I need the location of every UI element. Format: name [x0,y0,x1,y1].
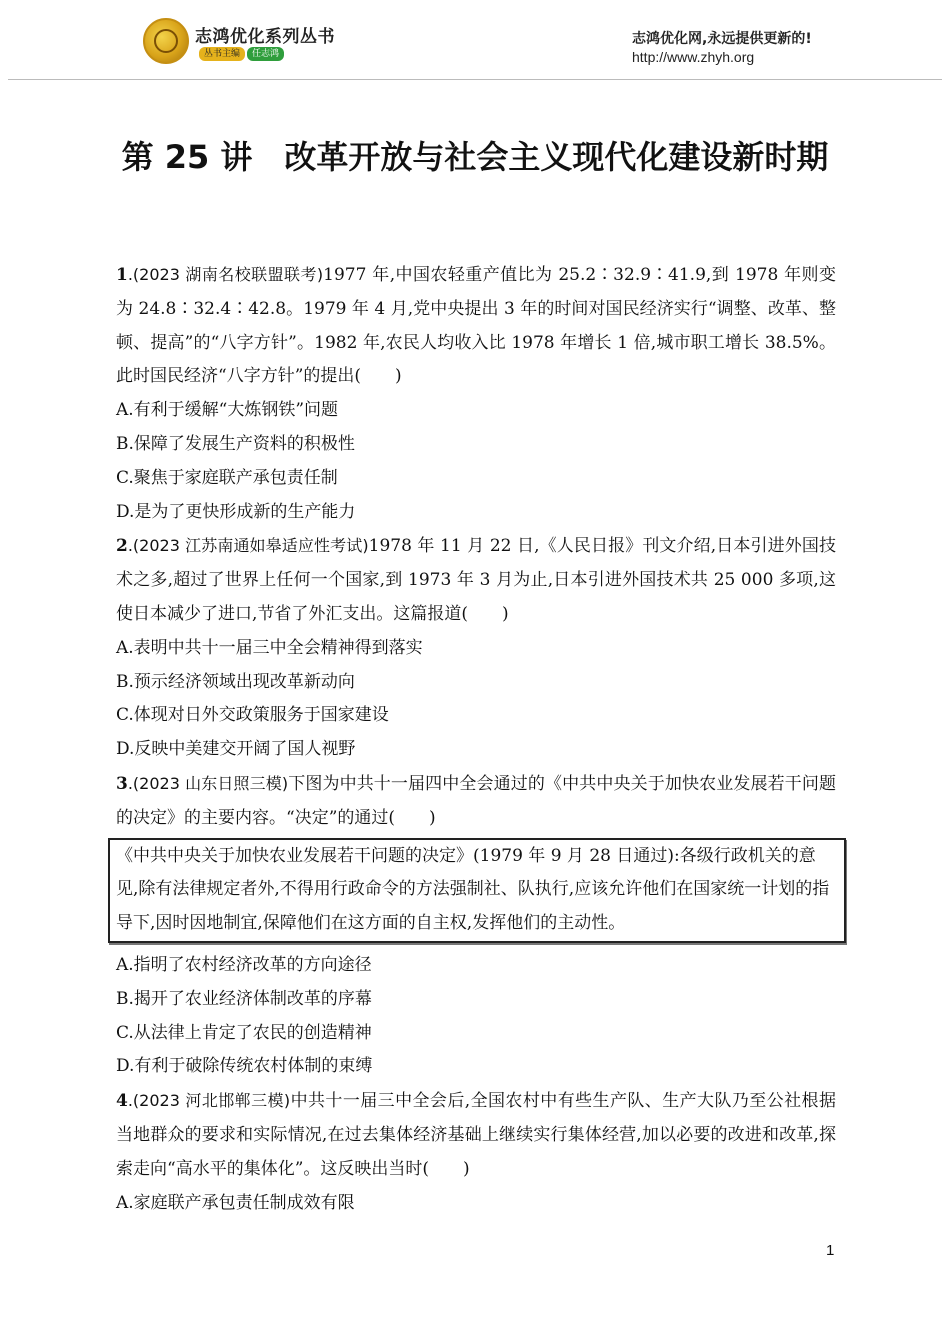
header-divider [8,79,942,80]
question-number: 3 [116,773,128,794]
series-title: 志鸿优化系列丛书 [195,27,335,47]
question-text: 1978 年 11 月 22 日,《人民日报》刊文介绍,日本引进外国技术之多,超过了世界上任何一个国家,到 1973 年 3 月为止,日本引进外国技术共 25 000 多项,这使日本减少了进口,节省了外汇支出。这篇报道( ) [116,536,836,624]
option-d[interactable]: D.反映中美建交开阔了国人视野 [116,739,356,760]
question-stem [116,1084,836,1186]
question-text: 中共十一届三中全会后,全国农村中有些生产队、生产大队乃至公社根据当地群众的要求和实际情况,在过去集体经济基础上继续实行集体经营,加以必要的改进和改革,探索走向“高水平的集体化”。这反映出当时( ) [116,1091,836,1179]
option-d[interactable]: D.有利于破除传统农村体制的束缚 [116,1056,373,1077]
option-c[interactable]: C.聚焦于家庭联产承包责任制 [116,467,338,488]
editor-label-badge: 丛书主编 [199,47,245,61]
question-number: 1 [116,265,128,285]
option-a[interactable]: A.有利于缓解“大炼钢铁”问题 [116,400,339,421]
lesson-title: 第 25 讲 改革开放与社会主义现代化建设新时期 [121,138,829,176]
question-stem [116,767,836,836]
question-source: .(2023 江苏南通如皋适应性考试) [127,536,369,556]
option-b[interactable]: B.预示经济领域出现改革新动向 [116,671,355,692]
question-3 [116,767,836,1084]
question-stem [116,529,836,631]
editor-badges [199,47,284,61]
option-d[interactable]: D.是为了更快形成新的生产能力 [116,501,356,522]
editor-name-badge: 任志鸿 [247,47,284,61]
quoted-document-box: 《中共中央关于加快农业发展若干问题的决定》(1979 年 9 月 28 日通过):各级行政机关的意见,除有法律规定者外,不得用行政命令的方法强制社、队执行,应该允许他们在国家统一计划的指导下,因时因地制宜,保障他们在这方面的自主权,发挥他们的主动性。 [108,838,846,943]
header-right [632,28,832,65]
question-number: 2 [116,536,128,557]
question-source: .(2023 湖南名校联盟联考) [127,265,324,284]
page-number: 1 [826,1242,835,1259]
option-a[interactable]: A.指明了农村经济改革的方向途径 [116,954,372,975]
question-text: 下图为中共十一届四中全会通过的《中共中央关于加快农业发展若干问题的决定》的主要内容。“决定”的通过( ) [116,773,836,828]
question-4 [116,1084,836,1220]
question-1 [116,258,836,529]
series-logo [143,18,333,66]
option-a[interactable]: A.家庭联产承包责任制成效有限 [116,1192,355,1213]
question-list [116,258,836,1220]
question-2 [116,529,836,767]
question-text: 1977 年,中国农轻重产值比为 25.2∶32.9∶41.9,到 1978 年则变为 24.8∶32.4∶42.8。1979 年 4 月,党中央提出 3 年的时间对国民经济实行“调整、改革、整顿、提高”的“八字方针”。1982 年,农民人均收入比 1978 年增长 1 倍,城市职工增长 38.5%。此时国民经济“八字方针”的提出( ) [116,265,836,387]
page-header [0,0,950,82]
question-source: .(2023 河北邯郸三模) [127,1091,291,1111]
question-source: .(2023 山东日照三模) [127,773,289,793]
site-slogan: 志鸿优化网,永远提供更新的! [632,31,812,47]
question-number: 4 [116,1091,128,1112]
site-url[interactable]: http://www.zhyh.org [632,49,755,65]
option-c[interactable]: C.体现对日外交政策服务于国家建设 [116,705,389,726]
emblem-icon [143,18,189,64]
option-c[interactable]: C.从法律上肯定了农民的创造精神 [116,1022,372,1043]
option-b[interactable]: B.保障了发展生产资料的积极性 [116,433,355,454]
question-stem [116,258,836,394]
option-b[interactable]: B.揭开了农业经济体制改革的序幕 [116,988,372,1009]
option-a[interactable]: A.表明中共十一届三中全会精神得到落实 [116,637,423,658]
